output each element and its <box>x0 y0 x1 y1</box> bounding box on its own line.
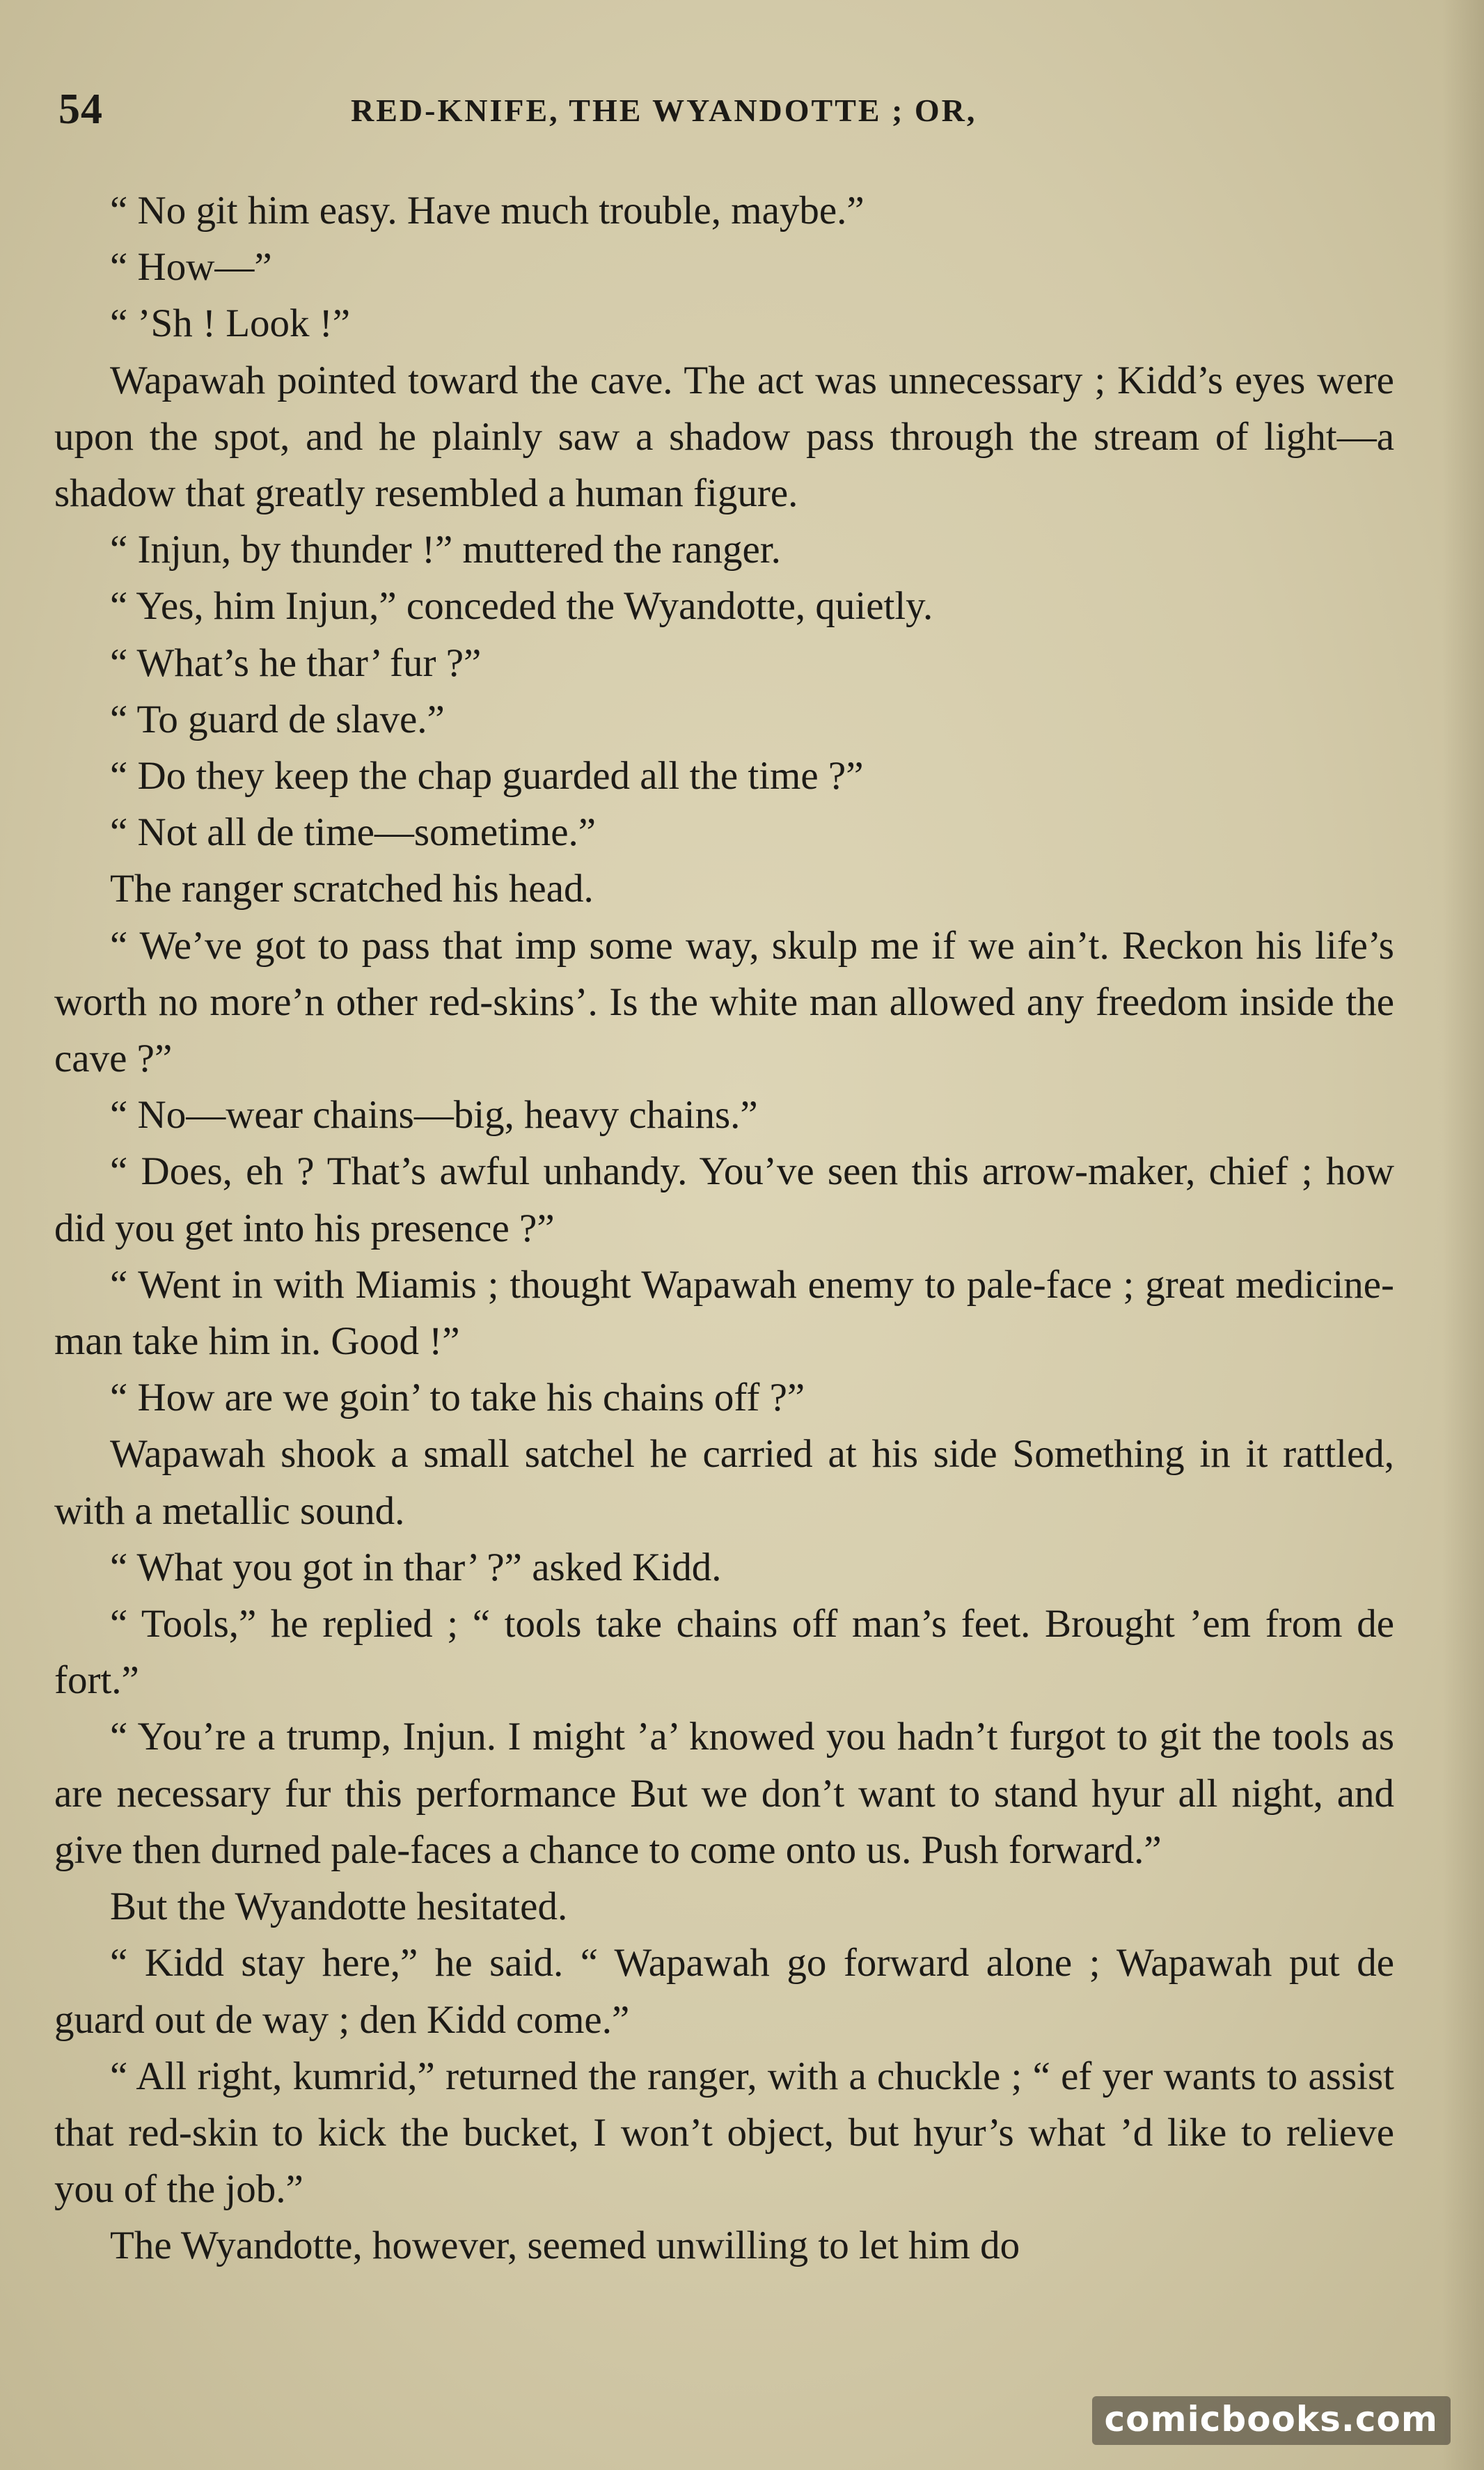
paragraph: “ Not all de time—sometime.” <box>110 810 597 855</box>
paragraph: “ Yes, him Injun,” conceded the Wyandotte, quietly. <box>110 584 933 629</box>
paragraph: The Wyandotte, however, seemed unwilling to let him do <box>110 2224 1020 2268</box>
paragraph: “ All right, kumrid,” returned the ranger, with a chuckle ; “ ef yer wants to assist that red-skin to kick the bucket, I won’t object, but hyur’s what ’d like to relieve you of the job.” <box>54 2054 1394 2212</box>
paragraph: “ Went in with Miamis ; thought Wapawah enemy to pale-face ; great medicine-man take him in. Good !” <box>54 1262 1394 1364</box>
paragraph: “ What’s he thar’ fur ?” <box>110 640 482 685</box>
paragraph: But the Wyandotte hesitated. <box>110 1885 568 1929</box>
watermark: comicbooks.com <box>1092 2396 1451 2445</box>
paragraph: “ No—wear chains—big, heavy chains.” <box>110 1093 758 1138</box>
paragraph: “ How—” <box>110 245 272 290</box>
running-head: RED-KNIFE, THE WYANDOTTE ; OR, <box>351 93 977 128</box>
paragraph: “ How are we goin’ to take his chains off ?” <box>110 1376 805 1420</box>
paragraph: Wapawah pointed toward the cave. The act was unnecessary ; Kidd’s eyes were upon the spot, and he plainly saw a shadow pass through the stream of light—a shadow that greatly resembled a human figure. <box>54 358 1394 516</box>
paragraph: “ You’re a trump, Injun. I might ’a’ knowed you hadn’t furgot to git the tools as are necessary fur this performance But we don’t want to stand hyur all night, and give then durned pale-faces a chance to come onto us. Push forward.” <box>54 1715 1394 1872</box>
paragraph: “ What you got in thar’ ?” asked Kidd. <box>110 1545 722 1589</box>
paragraph: Wapawah shook a small satchel he carried at his side Something in it rattled, with a metallic sound. <box>54 1432 1394 1533</box>
paragraph: “ Tools,” he replied ; “ tools take chains off man’s feet. Brought ’em from de fort.” <box>54 1602 1394 1703</box>
paragraph: “ No git him easy. Have much trouble, maybe.” <box>110 189 865 233</box>
paragraph: “ Injun, by thunder !” muttered the ranger. <box>110 528 781 572</box>
page-header <box>58 85 1423 141</box>
body-text <box>54 182 1394 2274</box>
paragraph: The ranger scratched his head. <box>110 867 594 911</box>
paragraph: “ Kidd stay here,” he said. “ Wapawah go forward alone ; Wapawah put de guard out de way ; den Kidd come.” <box>54 1941 1394 2042</box>
paragraph: “ ’Sh ! Look !” <box>110 301 351 346</box>
page-edge-shadow <box>1442 0 1484 2470</box>
paragraph: “ We’ve got to pass that imp some way, skulp me if we ain’t. Reckon his life’s worth no more’n other red-skins’. Is the white man allowed any freedom inside the cave ?” <box>54 923 1394 1081</box>
paragraph: “ To guard de slave.” <box>110 697 445 741</box>
paragraph: “ Does, eh ? That’s awful unhandy. You’ve seen this arrow-maker, chief ; how did you get into his presence ?” <box>54 1149 1394 1250</box>
page-number: 54 <box>58 86 103 133</box>
paragraph: “ Do they keep the chap guarded all the time ?” <box>110 754 864 799</box>
